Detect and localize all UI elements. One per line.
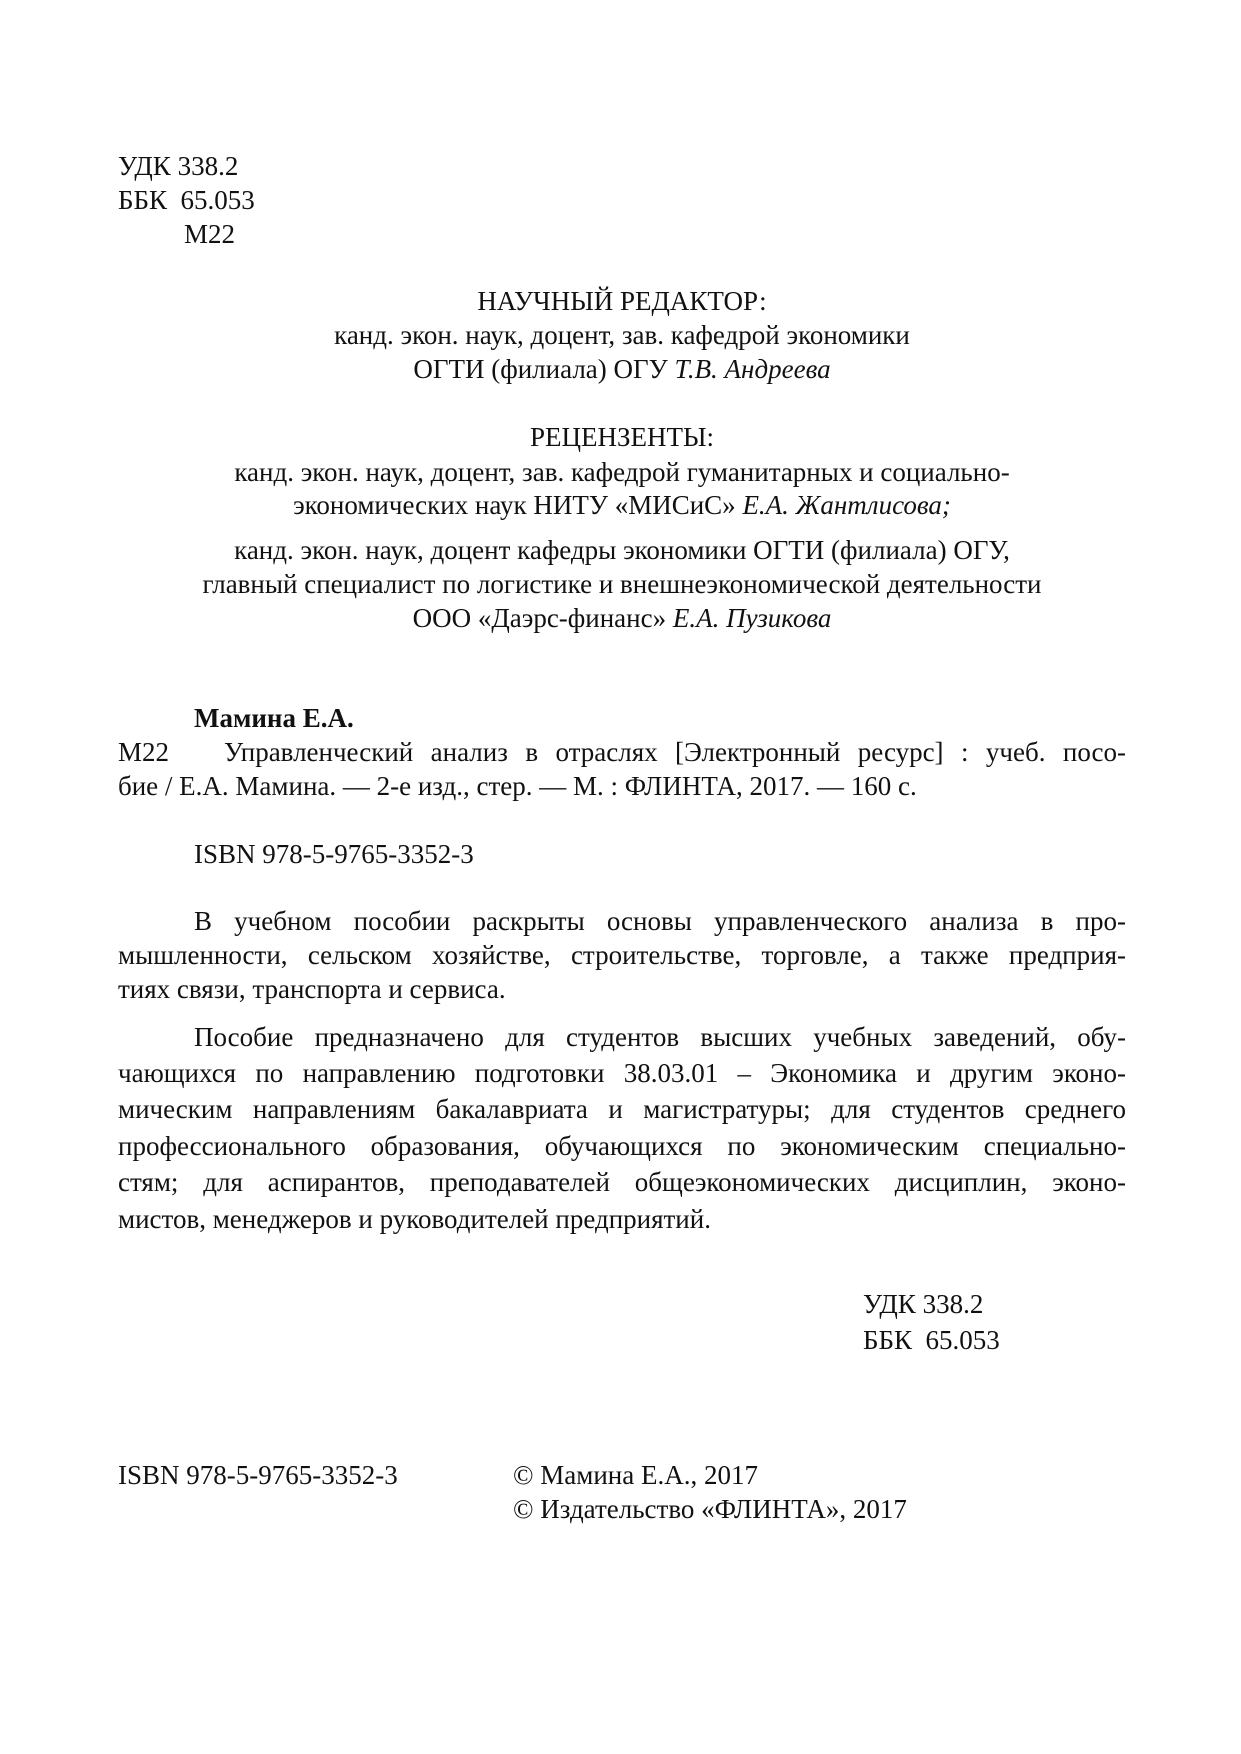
footer-isbn: ISBN 978-5-9765-3352-3	[118, 1460, 398, 1490]
abstract-line: мышленности, сельском хозяйстве, строительстве, торговле, а также предприя-	[118, 940, 1126, 970]
reviewer-line: канд. экон. наук, доцент кафедры экономики ОГТИ (филиала) ОГУ,	[234, 535, 1010, 565]
reviewers-heading: РЕЦЕНЗЕНТЫ:	[529, 422, 715, 452]
editor-affiliation: ОГТИ (филиала) ОГУ	[413, 354, 675, 384]
reviewer-name: Е.А. Пузикова	[672, 603, 832, 633]
editor-heading: НАУЧНЫЙ РЕДАКТОР:	[477, 286, 767, 316]
abstract-line: профессионального образования, обучающихся по экономическим специально-	[118, 1131, 1126, 1161]
reviewer-line: канд. экон. наук, доцент, зав. кафедрой гуманитарных и социально-	[234, 457, 1010, 487]
udk-code: УДК 338.2	[118, 151, 239, 181]
abstract-line: стям; для аспирантов, преподавателей общеэкономических дисциплин, эконо-	[118, 1167, 1126, 1197]
editor-line: канд. экон. наук, доцент, зав. кафедрой экономики	[334, 320, 910, 350]
copyright-author: © Мамина Е.А., 2017	[513, 1460, 758, 1490]
editor-name: Т.В. Андреева	[674, 354, 831, 384]
abstract-line: Пособие предназначено для студентов высших учебных заведений, обу-	[194, 1022, 1126, 1052]
bib-author: Мамина Е.А.	[194, 703, 354, 733]
reviewer-line	[118, 488, 1126, 522]
bbk-code: ББК 65.053	[118, 185, 255, 215]
abstract-line: мистов, менеджеров и руководителей предприятий.	[118, 1204, 711, 1234]
abstract-line: тиях связи, транспорта и сервиса.	[118, 974, 506, 1004]
abstract-line: чающихся по направлению подготовки 38.03.01 – Экономика и другим эконо-	[118, 1058, 1126, 1088]
abstract-line: мическим направлениям бакалавриата и магистратуры; для студентов среднего	[118, 1094, 1126, 1124]
udk-code-bottom: УДК 338.2	[863, 1289, 984, 1319]
reviewer-affiliation: экономических наук НИТУ «МИСиС»	[293, 490, 743, 520]
bbk-code-bottom: ББК 65.053	[863, 1325, 1000, 1355]
editor-line	[118, 352, 1126, 386]
reviewer-line	[118, 601, 1126, 635]
reviewer-affiliation: ООО «Даэрс-финанс»	[412, 603, 673, 633]
reviewer-line: главный специалист по логистике и внешнеэкономической деятельности	[202, 569, 1042, 599]
bib-mark: М22	[118, 737, 170, 767]
reviewer-name: Е.А. Жантлисова;	[742, 490, 951, 520]
bib-line: бие / Е.А. Мамина. — 2-е изд., стер. — М. : ФЛИНТА, 2017. — 160 с.	[118, 771, 917, 801]
bib-isbn: ISBN 978-5-9765-3352-3	[194, 839, 474, 869]
abstract-line: В учебном пособии раскрыты основы управленческого анализа в про-	[194, 906, 1126, 936]
copyright-publisher: © Издательство «ФЛИНТА», 2017	[513, 1494, 907, 1524]
bib-line: Управленческий анализ в отраслях [Электронный ресурс] : учеб. посо-	[224, 737, 1126, 767]
author-mark: М22	[184, 219, 236, 249]
